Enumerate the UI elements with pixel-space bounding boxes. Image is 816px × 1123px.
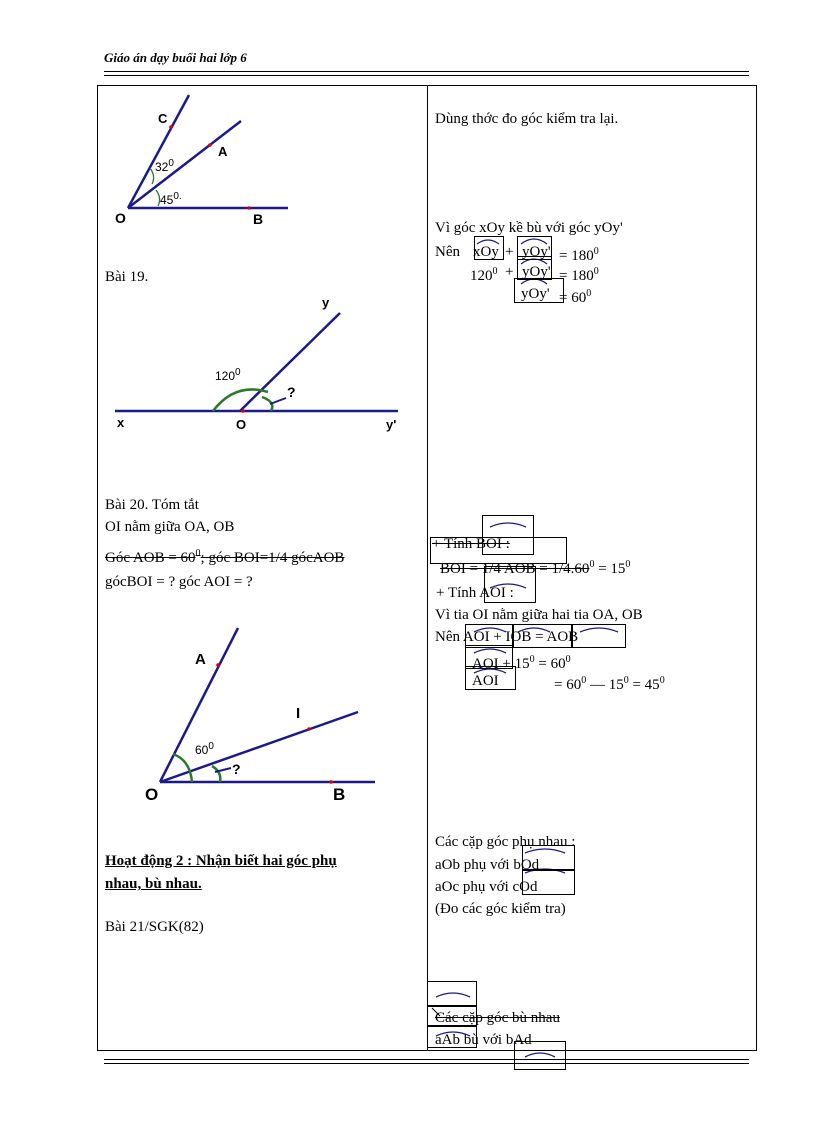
supplementary-title: Các cặp góc bù nhau <box>435 1010 560 1026</box>
point-a3 <box>216 663 220 667</box>
box-bu-1 <box>427 981 477 1006</box>
label-a: A <box>218 144 228 159</box>
label-y: y <box>322 295 330 310</box>
box-bu-3 <box>427 1026 477 1048</box>
label-x: x <box>117 415 125 430</box>
equation-2: $120^0$ + yOy' = $180^0$ <box>470 264 599 284</box>
point-a <box>208 143 212 147</box>
arc-32 <box>150 168 154 184</box>
complementary-pair-2: aOc phụ với cOd <box>435 879 538 895</box>
box-yoy-3 <box>514 278 592 306</box>
bai20-given-2: Góc AOB = $60^0$; góc BOI=1/4 gócAOB <box>105 548 345 566</box>
label-question-3: ? <box>232 761 241 777</box>
box-bu-2 <box>427 1006 477 1026</box>
compute-boi: BOI = 1/4 AOB = $1/4.60^0 = 15^0$ <box>440 559 631 577</box>
label-o3: O <box>145 785 159 804</box>
ray-oa <box>128 121 241 208</box>
label-b: B <box>253 211 264 227</box>
box-yoy-2 <box>517 256 552 280</box>
label-yprime: y' <box>386 417 397 432</box>
label-c: C <box>158 111 168 126</box>
bai20-question: gócBOI = ? góc AOI = ? <box>105 574 253 590</box>
arc-60 <box>173 754 192 782</box>
label-b3: B <box>333 785 346 804</box>
supplementary-pair-1: aAb bù với bAd <box>435 1032 532 1048</box>
label-angle-120: $120^0$ <box>215 367 241 383</box>
box-aob <box>572 624 626 648</box>
check-instruction: Dùng thớc đo góc kiểm tra lại. <box>435 111 619 127</box>
reason-adjacent: Vì góc xOy kề bù với góc yOy' <box>435 220 623 236</box>
hoat-dong-2-line2: nhau, bù nhau. <box>105 876 202 892</box>
label-a3: A <box>195 651 206 668</box>
equation-aoi-3: AOI = $60^0$ — $15^0 = 45^0$ <box>472 673 665 693</box>
label-angle-60: $60^0$ <box>195 741 214 757</box>
box-iob <box>513 624 572 648</box>
equation-aoi: Nên AOI + IOB = AOB <box>435 629 579 645</box>
hoat-dong-2-line1: Hoạt động 2 : Nhận biết hai góc phụ <box>105 853 337 869</box>
equation-aoi-2: AOI + $15^0 = 60^0$ <box>472 654 571 672</box>
point-o2 <box>241 409 245 413</box>
equation-1: Nên xOy + yOy' = $180^0$ <box>435 244 599 264</box>
figure-angle-coa <box>128 95 288 208</box>
angle-hats <box>436 239 665 1057</box>
point-c <box>169 125 173 129</box>
bai20-title: Bài 20. Tóm tắt <box>105 497 199 513</box>
figure-aoi <box>160 628 375 782</box>
compute-boi-title: + Tính BOI : <box>432 536 510 552</box>
complementary-title: Các cặp góc phụ nhau : <box>435 834 576 850</box>
box-bad <box>514 1041 566 1070</box>
label-o2: O <box>236 417 247 432</box>
compute-aoi-title: + Tính AOI : <box>436 585 514 601</box>
label-question-2: ? <box>287 384 296 400</box>
bai20-given-1: OI nằm giữa OA, OB <box>105 519 235 535</box>
figure-xoy <box>115 313 398 411</box>
box-bod <box>522 845 575 871</box>
reason-between: Vì tia OI nằm giữa hai tia OA, OB <box>435 607 643 623</box>
arc-boi <box>212 766 220 782</box>
complementary-pair-1: aOb phụ với bOd <box>435 857 540 873</box>
page-header-title: Giáo án dạy buổi hai lớp 6 <box>104 50 247 65</box>
arrow-q <box>270 398 286 404</box>
bai19-title: Bài 19. <box>105 269 149 285</box>
box-cod <box>522 869 575 895</box>
label-o: O <box>115 210 126 226</box>
equation-3: yOy' = $60^0$ <box>521 286 592 306</box>
point-b3 <box>329 780 333 784</box>
label-i3: I <box>296 705 301 722</box>
point-b <box>247 206 251 210</box>
bai21-title: Bài 21/SGK(82) <box>105 919 204 935</box>
complementary-note: (Đo các góc kiểm tra) <box>435 901 566 917</box>
box-aoi-1 <box>484 566 536 603</box>
box-xoy <box>474 236 504 260</box>
label-angle-45: $45^{0.}$ <box>160 191 182 207</box>
point-i3 <box>307 727 311 731</box>
label-angle-32: $32^0$ <box>155 158 174 174</box>
